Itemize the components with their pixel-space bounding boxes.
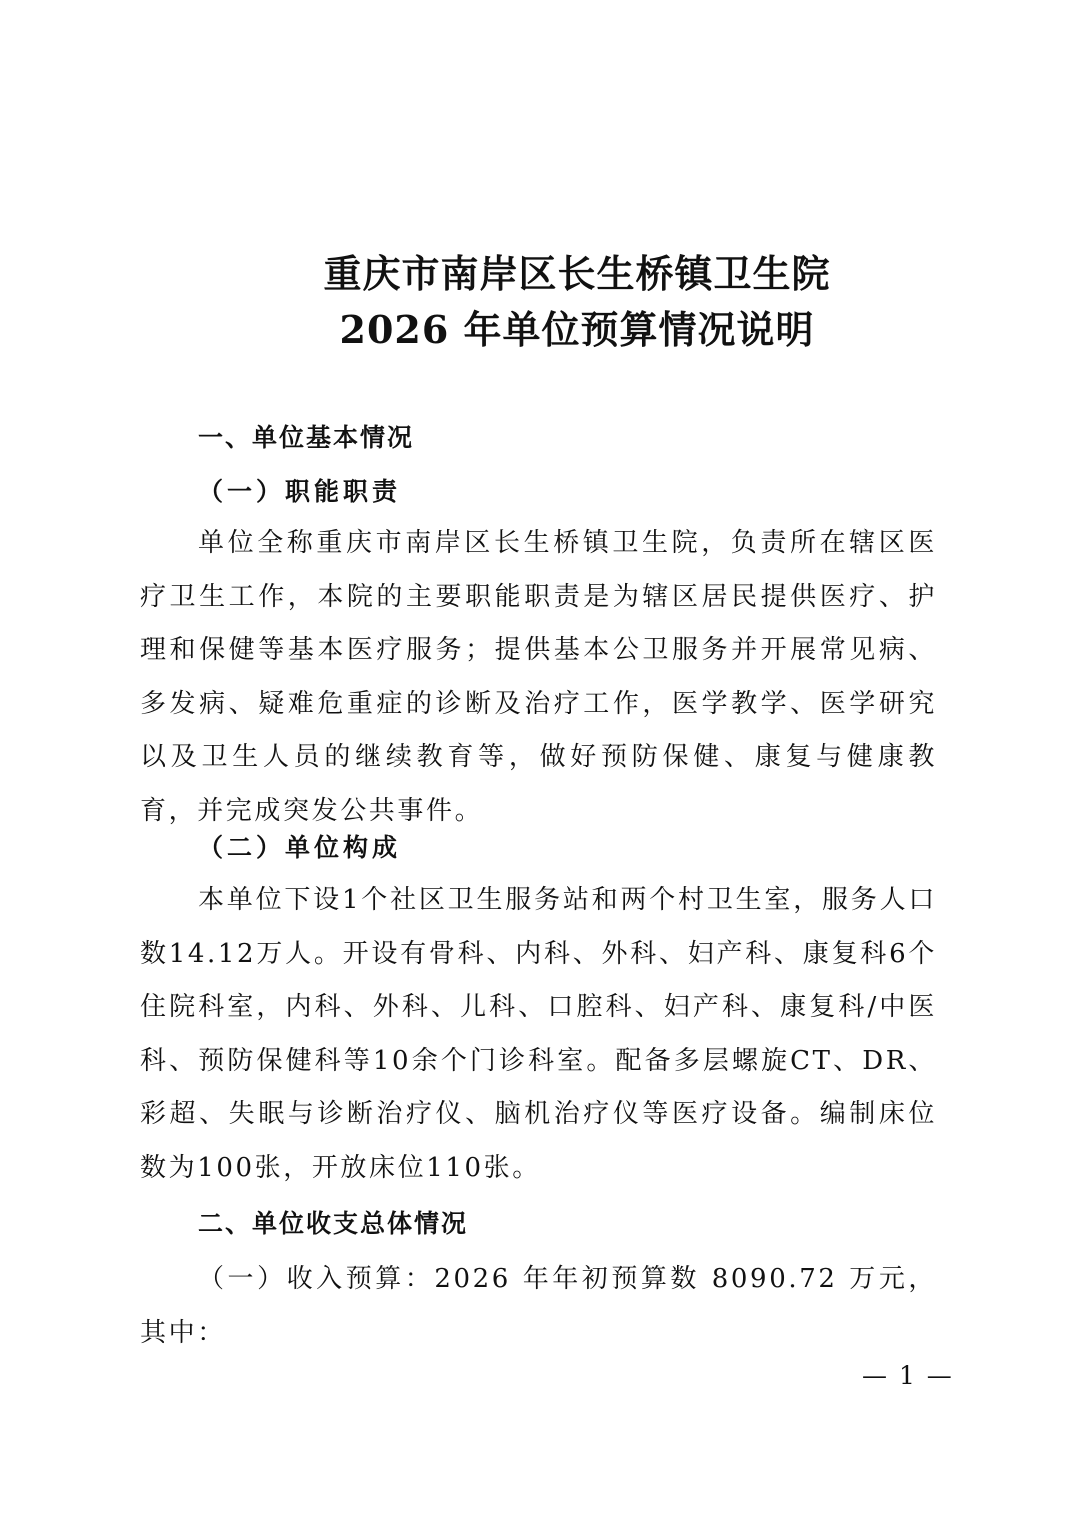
section-1-sub-2-paragraph: 本单位下设1个社区卫生服务站和两个村卫生室，服务人口数14.12万人。开设有骨科、内科、外科、妇产科、康复科6个住院科室，内科、外科、儿科、口腔科、妇产科、康复科/中医科、预防保健科等10余个门诊科室。配备多层螺旋CT、DR、彩超、失眠与诊断治疗仪、脑机治疗仪等医疗设备。编制床位数为100张，开放床位110张。 <box>140 885 937 1183</box>
section-1-sub-2-heading: （二）单位构成 <box>198 833 402 862</box>
section-1-sub-1-heading: （一）职能职责 <box>198 477 402 506</box>
document-title-line-1: 重庆市南岸区长生桥镇卫生院 <box>323 251 831 296</box>
section-1-heading: 一、单位基本情况 <box>198 423 415 452</box>
section-1-sub-1-paragraph: 单位全称重庆市南岸区长生桥镇卫生院，负责所在辖区医疗卫生工作，本院的主要职能职责是为辖区居民提供医疗、护理和保健等基本医疗服务；提供基本公卫服务并开展常见病、多发病、疑难危重症的诊断及治疗工作，医学教学、医学研究以及卫生人员的继续教育等，做好预防保健、康复与健康教育，并完成突发公共事件。 <box>140 528 937 826</box>
section-2-heading: 二、单位收支总体情况 <box>198 1209 469 1238</box>
document-title-line-2: 2026 年单位预算情况说明 <box>339 307 815 352</box>
page-number: — 1 — <box>862 1361 954 1390</box>
section-2-sub-1-paragraph: （一）收入预算：2026 年年初预算数 8090.72 万元，其中： <box>140 1264 937 1348</box>
